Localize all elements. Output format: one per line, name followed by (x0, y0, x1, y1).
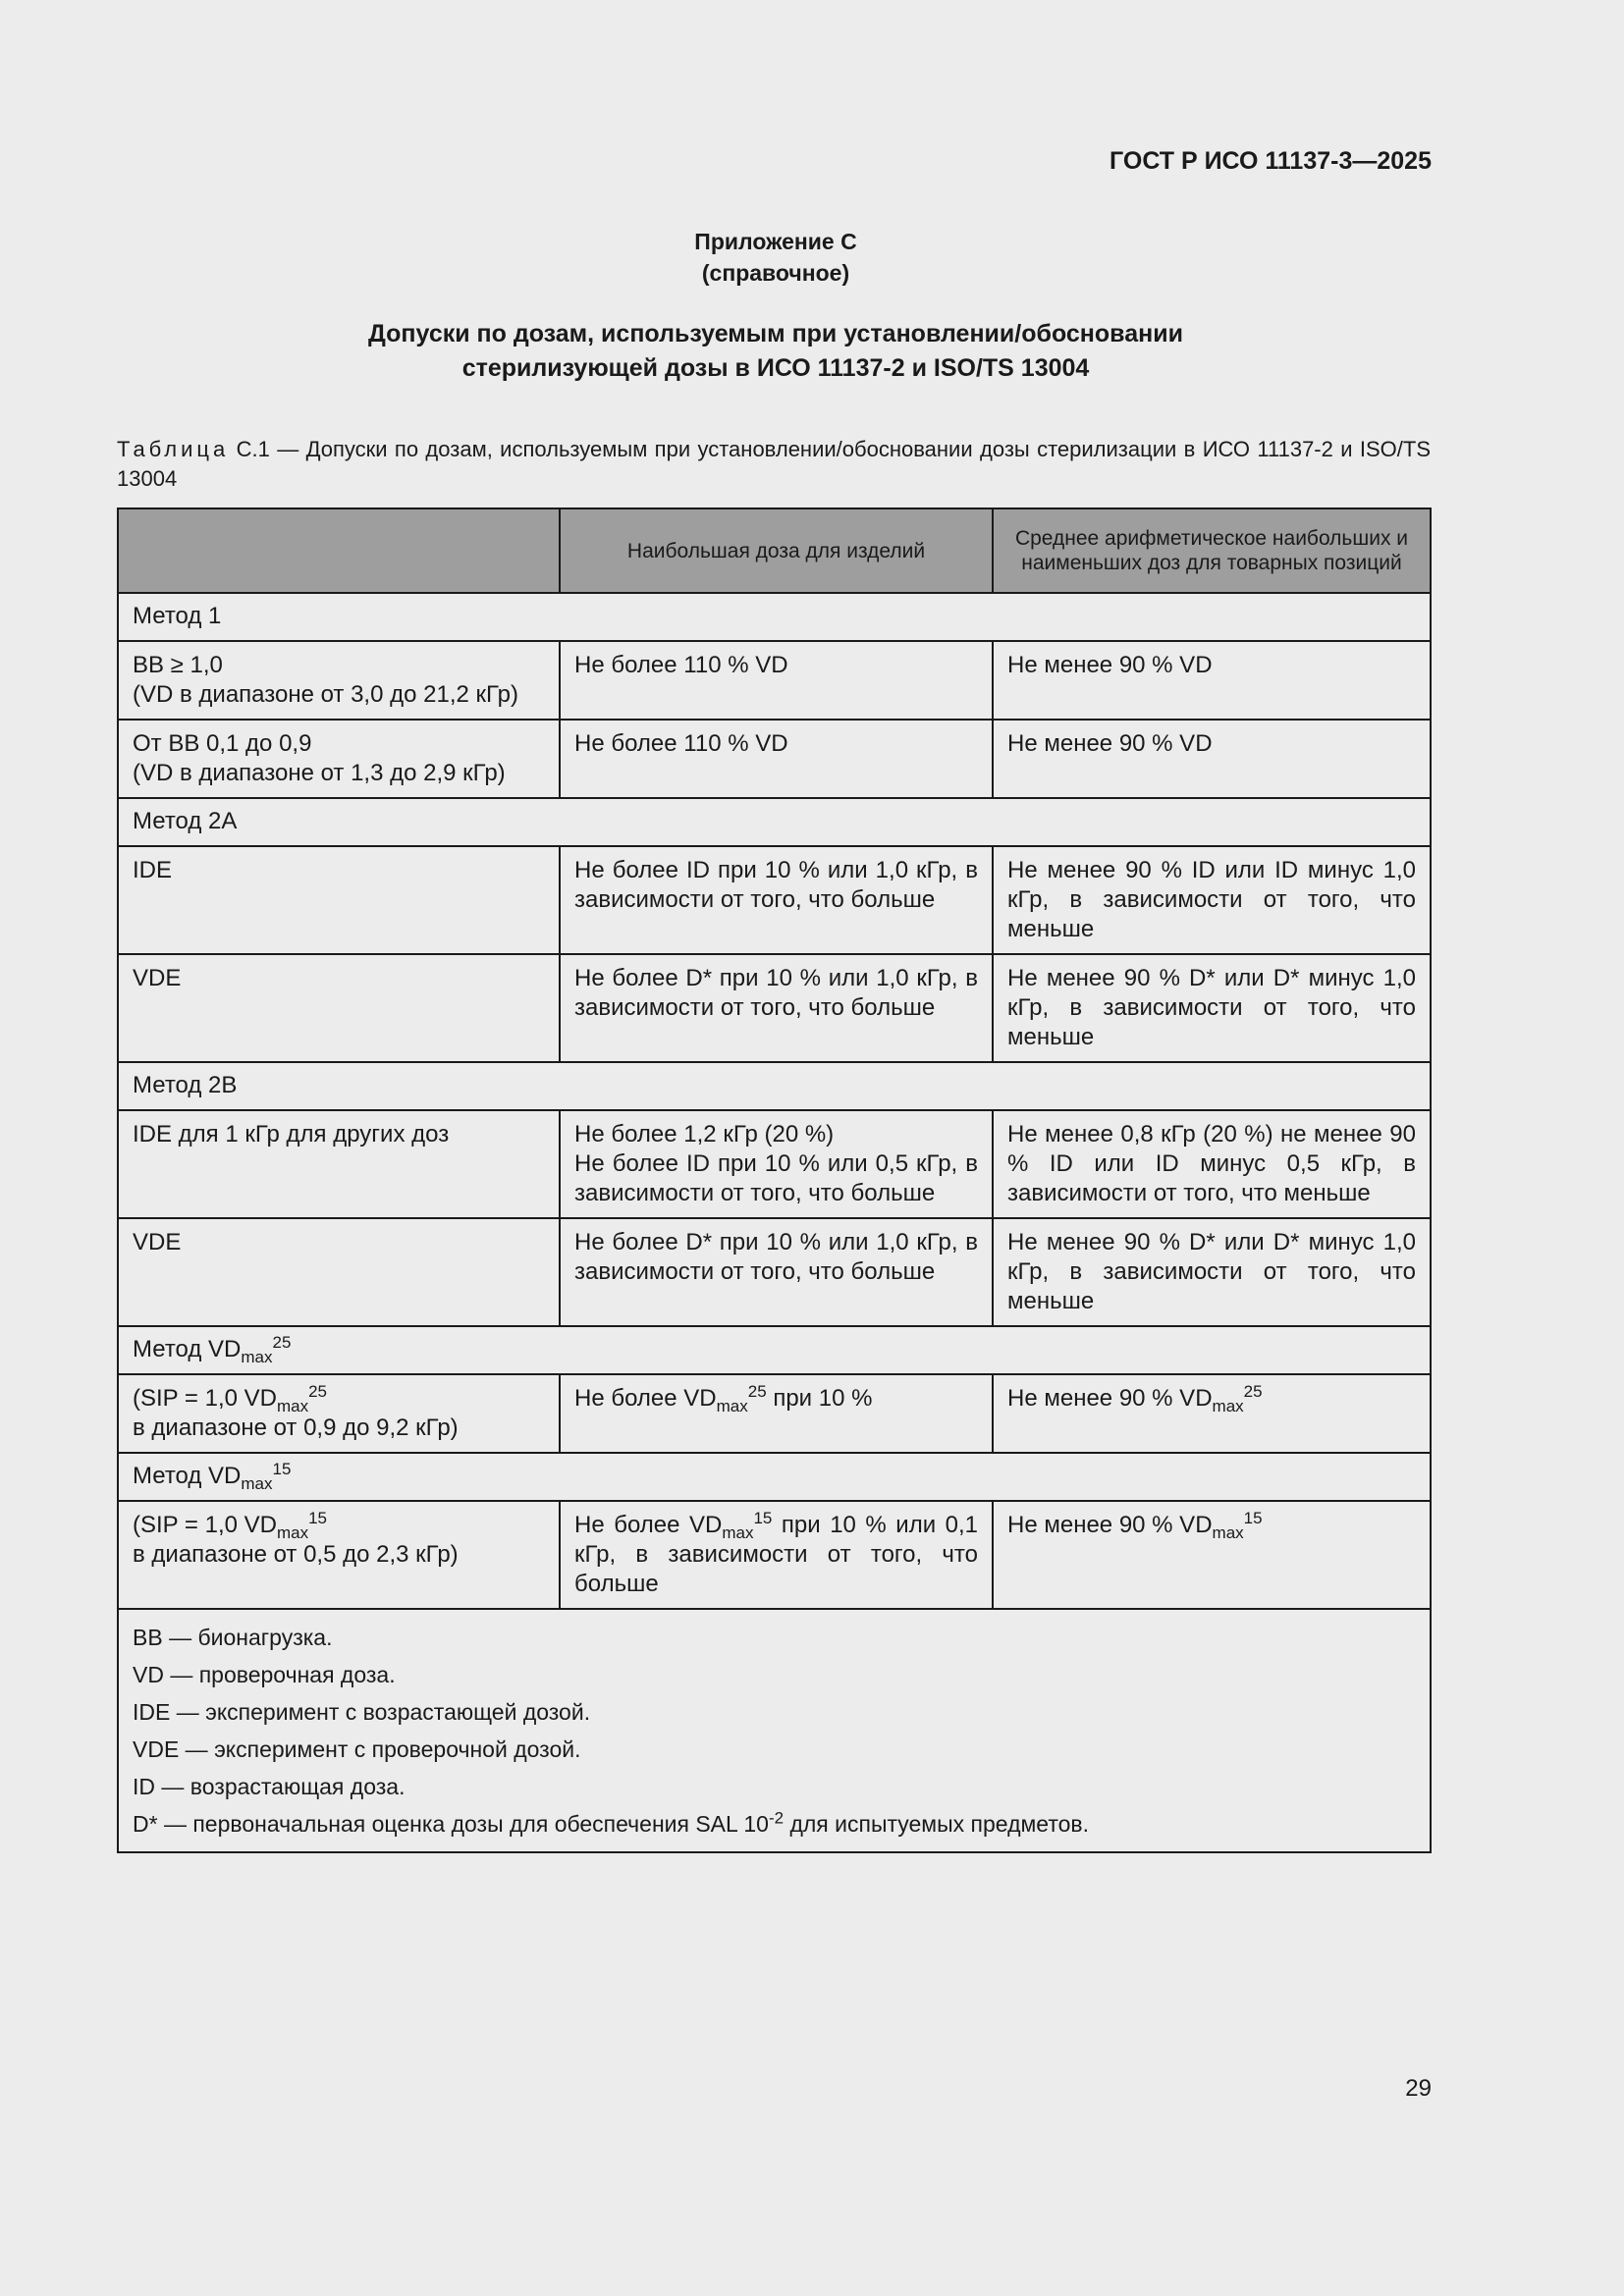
mean-dose-cell: Не менее 90 % D* или D* минус 1,0 кГр, в зависимости от того, что меньше (993, 1218, 1431, 1326)
row-label: VDE (118, 1218, 560, 1326)
max-dose-cell: Не более 110 % VD (560, 641, 993, 720)
table-notes (118, 1609, 1431, 1852)
row-label-text: (SIP = 1,0 VD (133, 1512, 277, 1538)
mean-dose-cell: Не менее 90 % VD (993, 720, 1431, 798)
superscript: 15 (1243, 1509, 1263, 1527)
subscript: max (1212, 1396, 1244, 1415)
header-max-dose: Наибольшая доза для изделий (560, 508, 993, 593)
subscript: max (276, 1522, 309, 1542)
max-dose-suffix: при 10 % или 0,1 кГр, в зависимости от того, что больше (574, 1512, 978, 1597)
row-label-line2: в диапазоне от 0,9 до 9,2 кГр) (133, 1415, 459, 1441)
table-row (118, 954, 1431, 1062)
row-label: IDE (118, 846, 560, 954)
section-title-method1: Метод 1 (118, 593, 1431, 641)
page-number: 29 (1405, 2075, 1432, 2102)
row-label-line2: (VD в диапазоне от 1,3 до 2,9 кГр) (133, 760, 506, 786)
row-label-line1: От ВВ 0,1 до 0,9 (133, 730, 312, 757)
dose-tolerance-table (117, 507, 1432, 1853)
max-dose-cell (560, 1110, 993, 1218)
row-label (118, 1501, 560, 1609)
row-label-line1 (133, 1511, 545, 1540)
annex-title: Приложение С (694, 229, 857, 254)
mean-dose-cell: Не менее 90 % D* или D* минус 1,0 кГр, в зависимости от того, что меньше (993, 954, 1431, 1062)
table-row (118, 846, 1431, 954)
table-row (118, 1218, 1431, 1326)
note-item: VD — проверочная доза. (133, 1662, 396, 1687)
note-item: ВВ — бионагрузка. (133, 1625, 333, 1650)
max-dose-cell (560, 1374, 993, 1453)
subscript: max (241, 1347, 273, 1366)
section-title-method2b: Метод 2В (118, 1062, 1431, 1110)
section-title-method2a: Метод 2А (118, 798, 1431, 846)
row-label-line1: ВВ ≥ 1,0 (133, 652, 223, 678)
note-item: VDE — эксперимент с проверочной дозой. (133, 1736, 581, 1762)
note-text: D* — первоначальная оценка дозы для обеспечения SAL 10 (133, 1811, 769, 1837)
subscript: max (1212, 1522, 1244, 1542)
subscript: max (241, 1473, 273, 1493)
subscript: max (276, 1396, 309, 1415)
mean-dose-cell: Не менее 90 % ID или ID минус 1,0 кГр, в зависимости от того, что меньше (993, 846, 1431, 954)
mean-dose-text: Не менее 90 % VD (1007, 1385, 1213, 1412)
section-row (118, 798, 1431, 846)
header-col1 (118, 508, 560, 593)
section-row (118, 593, 1431, 641)
section-title-method-vd25 (118, 1326, 1431, 1374)
annex-type: (справочное) (701, 260, 850, 286)
row-label-text: (SIP = 1,0 VD (133, 1385, 277, 1412)
header-mean-dose: Среднее арифметическое наибольших и наименьших доз для товарных позиций (993, 508, 1431, 593)
max-dose-cell: Не более D* при 10 % или 1,0 кГр, в зависимости от того, что больше (560, 954, 993, 1062)
section-title-method-vd15 (118, 1453, 1431, 1501)
superscript: 25 (272, 1333, 292, 1352)
superscript: 25 (1243, 1382, 1263, 1401)
table-caption (117, 435, 1431, 494)
main-title-line1: Допуски по дозам, используемым при установлении/обосновании (368, 320, 1183, 347)
row-label-line2: в диапазоне от 0,5 до 2,3 кГр) (133, 1541, 459, 1568)
superscript: 15 (272, 1460, 292, 1478)
table-header-row (118, 508, 1431, 593)
max-dose-suffix: при 10 % (766, 1385, 873, 1412)
mean-dose-cell: Не менее 0,8 кГр (20 %) не менее 90 % ID или ID минус 0,5 кГр, в зависимости от того, что меньше (993, 1110, 1431, 1218)
table-caption-label: Таблица (117, 437, 230, 461)
superscript: 25 (747, 1382, 767, 1401)
document-id: ГОСТ Р ИСО 11137-3—2025 (1110, 147, 1432, 175)
row-label: IDE для 1 кГр для других доз (118, 1110, 560, 1218)
max-dose-line2: Не более ID при 10 % или 0,5 кГр, в зависимости от того, что больше (574, 1150, 978, 1206)
max-dose-text: Не более VD (574, 1512, 723, 1538)
row-label-line2: (VD в диапазоне от 3,0 до 21,2 кГр) (133, 681, 518, 708)
max-dose-text: Не более VD (574, 1385, 717, 1412)
mean-dose-cell (993, 1374, 1431, 1453)
section-row (118, 1453, 1431, 1501)
notes-row (118, 1609, 1431, 1852)
table-row (118, 1501, 1431, 1609)
table-row (118, 720, 1431, 798)
table-row (118, 1374, 1431, 1453)
row-label: VDE (118, 954, 560, 1062)
superscript: 15 (308, 1509, 328, 1527)
note-item (133, 1805, 1416, 1842)
row-label (118, 720, 560, 798)
annex-heading (0, 226, 1551, 289)
mean-dose-text: Не менее 90 % VD (1007, 1512, 1213, 1538)
max-dose-cell: Не более 110 % VD (560, 720, 993, 798)
row-label (118, 641, 560, 720)
max-dose-line1: Не более 1,2 кГр (20 %) (574, 1121, 835, 1148)
section-row (118, 1062, 1431, 1110)
row-label (118, 1374, 560, 1453)
section-row (118, 1326, 1431, 1374)
subscript: max (722, 1522, 754, 1542)
mean-dose-cell (993, 1501, 1431, 1609)
section-title-text: Метод VD (133, 1463, 242, 1489)
note-item: IDE — эксперимент с возрастающей дозой. (133, 1699, 591, 1725)
table-row (118, 1110, 1431, 1218)
annex-main-title (0, 317, 1551, 386)
table-caption-text: С.1 — Допуски по дозам, используемым при установлении/обосновании дозы стерилизации в ИСО 11137-2 и ISO/TS 13004 (117, 437, 1431, 491)
superscript: 25 (308, 1382, 328, 1401)
table-row (118, 641, 1431, 720)
note-item: ID — возрастающая доза. (133, 1774, 406, 1799)
superscript: 15 (753, 1509, 773, 1527)
section-title-text: Метод VD (133, 1336, 242, 1362)
max-dose-cell (560, 1501, 993, 1609)
subscript: max (716, 1396, 748, 1415)
mean-dose-cell: Не менее 90 % VD (993, 641, 1431, 720)
max-dose-cell: Не более D* при 10 % или 1,0 кГр, в зависимости от того, что больше (560, 1218, 993, 1326)
main-title-line2: стерилизующей дозы в ИСО 11137-2 и ISO/TS 13004 (461, 354, 1090, 382)
max-dose-cell: Не более ID при 10 % или 1,0 кГр, в зависимости от того, что больше (560, 846, 993, 954)
superscript: -2 (768, 1808, 785, 1828)
note-text-suffix: для испытуемых предметов. (784, 1811, 1090, 1837)
row-label-line1 (133, 1384, 545, 1414)
